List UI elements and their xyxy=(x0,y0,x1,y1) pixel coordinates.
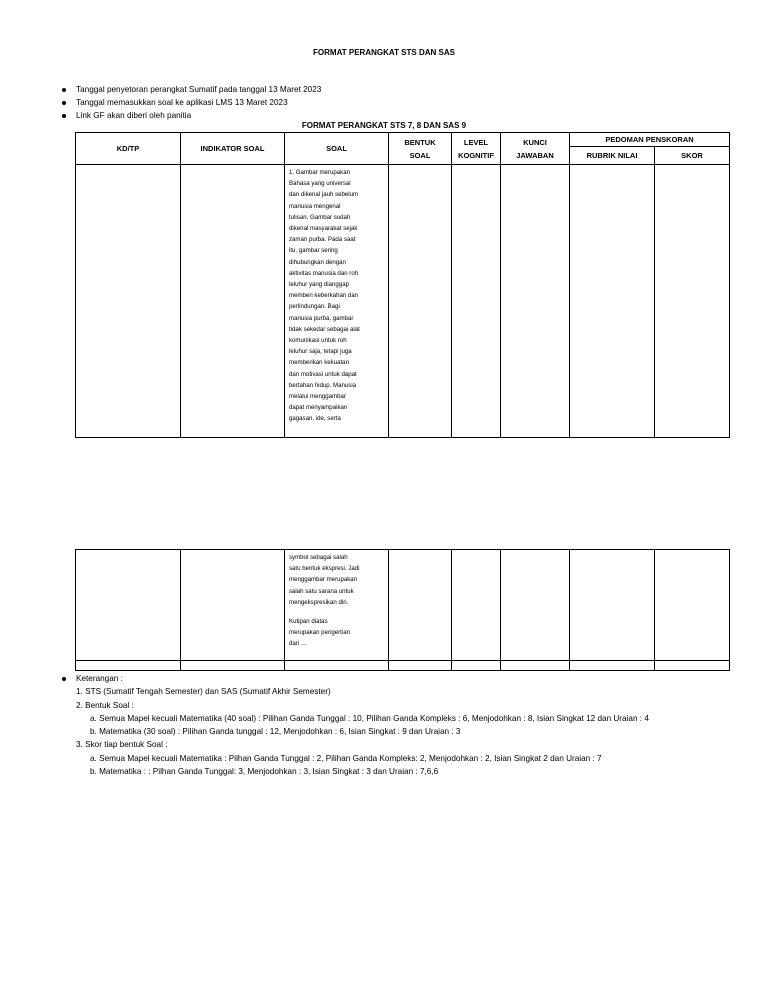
format-table-bottom xyxy=(75,549,730,671)
soal-line: dikenal masyarakat sejak xyxy=(289,225,358,233)
header-level-kognitif: LEVEL KOGNITIF xyxy=(452,133,501,165)
soal-line: leluhur yang dianggap xyxy=(289,281,349,289)
table-row xyxy=(76,661,730,671)
soal-line: tulisan. Gambar sudah xyxy=(289,213,351,221)
soal-line: dihubungkan dengan xyxy=(289,258,346,266)
header-bentuk-soal: BENTUK SOAL xyxy=(389,133,452,165)
soal-line: bertahan hidup. Manusia xyxy=(289,381,357,389)
header-soal: SOAL xyxy=(285,133,389,165)
document-title: FORMAT PERANGKAT STS DAN SAS xyxy=(313,48,455,57)
format-table-top xyxy=(75,132,730,438)
header-skor: SKOR xyxy=(655,147,730,165)
info-bullets xyxy=(62,83,321,122)
note-item: 1. STS (Sumatif Tengah Semester) dan SAS (Sumatif Akhir Semester) xyxy=(76,687,331,697)
soal-cell xyxy=(285,550,389,661)
indikator-cell xyxy=(181,550,285,661)
note-item: 2. Bentuk Soal : xyxy=(76,700,134,710)
soal-line: merupakan pengertian xyxy=(289,629,350,637)
header-pedoman: PEDOMAN PENSKORAN xyxy=(570,133,730,147)
soal-line: dari … xyxy=(289,640,307,648)
bullet-item: Link GF akan diberi oleh panitia xyxy=(62,109,321,122)
notes-section xyxy=(62,672,649,778)
level-cell xyxy=(452,550,501,661)
skor-cell xyxy=(655,165,730,438)
soal-question xyxy=(285,614,388,650)
notes-heading: Keterangan : xyxy=(62,672,649,685)
soal-line: Kutipan diatas xyxy=(289,618,328,626)
bullet-icon xyxy=(62,677,66,681)
soal-line: manusia mengenal xyxy=(289,202,341,210)
table-row xyxy=(76,165,730,438)
soal-line: symbol sebagai salah xyxy=(289,554,348,561)
skor-cell xyxy=(655,550,730,661)
soal-line: leluhur saja, tetapi juga xyxy=(289,348,352,356)
soal-line: 1. Gambar merupakan xyxy=(289,169,350,176)
soal-line: itu, gambar sering xyxy=(289,247,338,255)
note-subitem: b. Matematika (30 soal) : Pilihan Ganda tunggal : 12, Menjodohkan : 6, Isian Singkat : 9 dan Uraian : 3 xyxy=(90,727,461,737)
header-kdtp: KD/TP xyxy=(76,133,181,165)
indikator-cell xyxy=(181,165,285,438)
soal-line: manusia purba, gambar xyxy=(289,314,354,322)
note-subitem: a. Semua Mapel kecuali Matematika : Pilhan Ganda Tunggal : 2, Pilihan Ganda Kompleks: 2, Menjodohkan : 2, Isian Singkat 2 dan Uraian : 7 xyxy=(90,753,602,763)
bentuk-cell xyxy=(389,550,452,661)
soal-text xyxy=(285,165,388,425)
soal-line: salah satu sarana untuk xyxy=(289,587,354,595)
table-title: FORMAT PERANGKAT STS 7, 8 DAN SAS 9 xyxy=(301,121,467,130)
note-subitem: a. Semua Mapel kecuali Matematika (40 soal) : Pilihan Ganda Tunggal : 10, Pilihan Ganda Kompleks : 6, Menjodohkan : 8, Isian Singkat 12 dan Uraian : 4 xyxy=(90,713,649,723)
soal-line: perlindungan. Bagi xyxy=(289,303,340,311)
soal-line: mengekspresikan diri. xyxy=(289,598,349,606)
bullet-item: Tanggal memasukkan soal ke aplikasi LMS 13 Maret 2023 xyxy=(62,96,321,109)
header-indikator: INDIKATOR SOAL xyxy=(181,133,285,165)
table-row xyxy=(76,550,730,661)
bullet-item: Tanggal penyetoran perangkat Sumatif pada tanggal 13 Maret 2023 xyxy=(62,83,321,96)
soal-line: menggambar merupakan xyxy=(289,576,358,584)
soal-line: dan dikenal jauh sebelum xyxy=(289,191,359,199)
kunci-cell xyxy=(501,550,570,661)
soal-line: gagasan, ide, serta xyxy=(289,415,341,423)
kdtp-cell xyxy=(76,165,181,438)
note-item: 3. Skor tiap bentuk Soal : xyxy=(76,740,168,750)
soal-line: memberikan kekuatan xyxy=(289,359,349,367)
soal-line: Bahasa yang universal xyxy=(289,180,351,188)
bentuk-cell xyxy=(389,165,452,438)
bullet-icon xyxy=(62,88,66,92)
soal-line: aktivitas manusia dan roh xyxy=(289,269,359,277)
bullet-icon xyxy=(62,114,66,118)
header-rubrik: RUBRIK NILAI xyxy=(570,147,655,165)
soal-line: melalui menggambar xyxy=(289,393,346,401)
rubrik-cell xyxy=(570,165,655,438)
level-cell xyxy=(452,165,501,438)
soal-line: memberi keberkahan dan xyxy=(289,292,359,300)
soal-line: komunikasi untuk roh xyxy=(289,337,347,345)
soal-cell xyxy=(285,165,389,438)
soal-line: dapat menyampaikan xyxy=(289,404,348,412)
rubrik-cell xyxy=(570,550,655,661)
note-subitem: b. Matematika : : Pilhan Ganda Tunggal: 3, Menjodohkan : 3, Isian Singkat : 3 dan Uraian : 7,6,6 xyxy=(90,767,439,777)
bullet-icon xyxy=(62,101,66,105)
kunci-cell xyxy=(501,165,570,438)
soal-line: tidak sekedar sebagai alat xyxy=(289,325,360,333)
soal-line: satu bentuk ekspresi. Jadi xyxy=(289,565,360,573)
soal-line: zaman purba. Pada saat xyxy=(289,236,356,244)
kdtp-cell xyxy=(76,550,181,661)
header-kunci-jawaban: KUNCI JAWABAN xyxy=(501,133,570,165)
soal-text-continued xyxy=(285,550,388,608)
soal-line: dan motivasi untuk dapat xyxy=(289,370,357,378)
